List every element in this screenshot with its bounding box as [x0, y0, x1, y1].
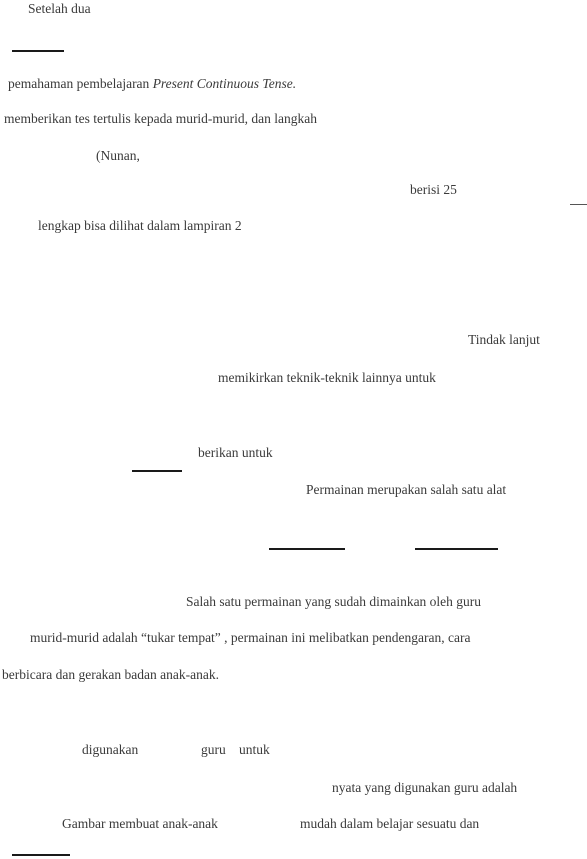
text-nunan: (Nunan, — [96, 148, 140, 163]
text-memberikan-tes: memberikan tes tertulis kepada murid-murid, dan langkah — [4, 111, 318, 126]
text-nyata: nyata yang digunakan guru adalah — [332, 780, 518, 795]
text-digunakan: digunakan — [82, 742, 139, 757]
underline-2 — [132, 470, 182, 472]
text-permainan: Permainan merupakan salah satu alat — [306, 482, 507, 497]
text-gambar: Gambar membuat anak-anak — [62, 816, 218, 831]
margin-dash — [570, 204, 587, 205]
text-memikirkan: memikirkan teknik-teknik lainnya untuk — [218, 370, 436, 385]
text-murid-murid: murid-murid adalah “tukar tempat” , permainan ini melibatkan pendengaran, cara — [30, 630, 471, 645]
text-berikan-untuk: berikan untuk — [198, 445, 273, 460]
underline-3 — [269, 548, 345, 550]
text-untuk: untuk — [239, 742, 270, 757]
text-pemahaman — [8, 76, 296, 92]
text-pemahaman-plain: pemahaman pembelajaran — [8, 76, 153, 91]
text-lengkap: lengkap bisa dilihat dalam lampiran 2 — [38, 218, 242, 233]
underline-5 — [12, 854, 70, 856]
text-berisi-25: berisi 25 — [410, 182, 457, 197]
text-setelah-dua: Setelah dua — [28, 1, 91, 16]
underline-1 — [12, 50, 64, 52]
underline-4 — [415, 548, 498, 550]
text-salah-satu: Salah satu permainan yang sudah dimainkan oleh guru — [186, 594, 482, 609]
text-present-continuous: Present Continuous Tense. — [152, 76, 297, 91]
text-berbicara: berbicara dan gerakan badan anak-anak. — [2, 667, 219, 682]
text-mudah: mudah dalam belajar sesuatu dan — [300, 816, 480, 831]
text-tindak-lanjut: Tindak lanjut — [468, 332, 540, 347]
text-guru: guru — [201, 742, 226, 757]
